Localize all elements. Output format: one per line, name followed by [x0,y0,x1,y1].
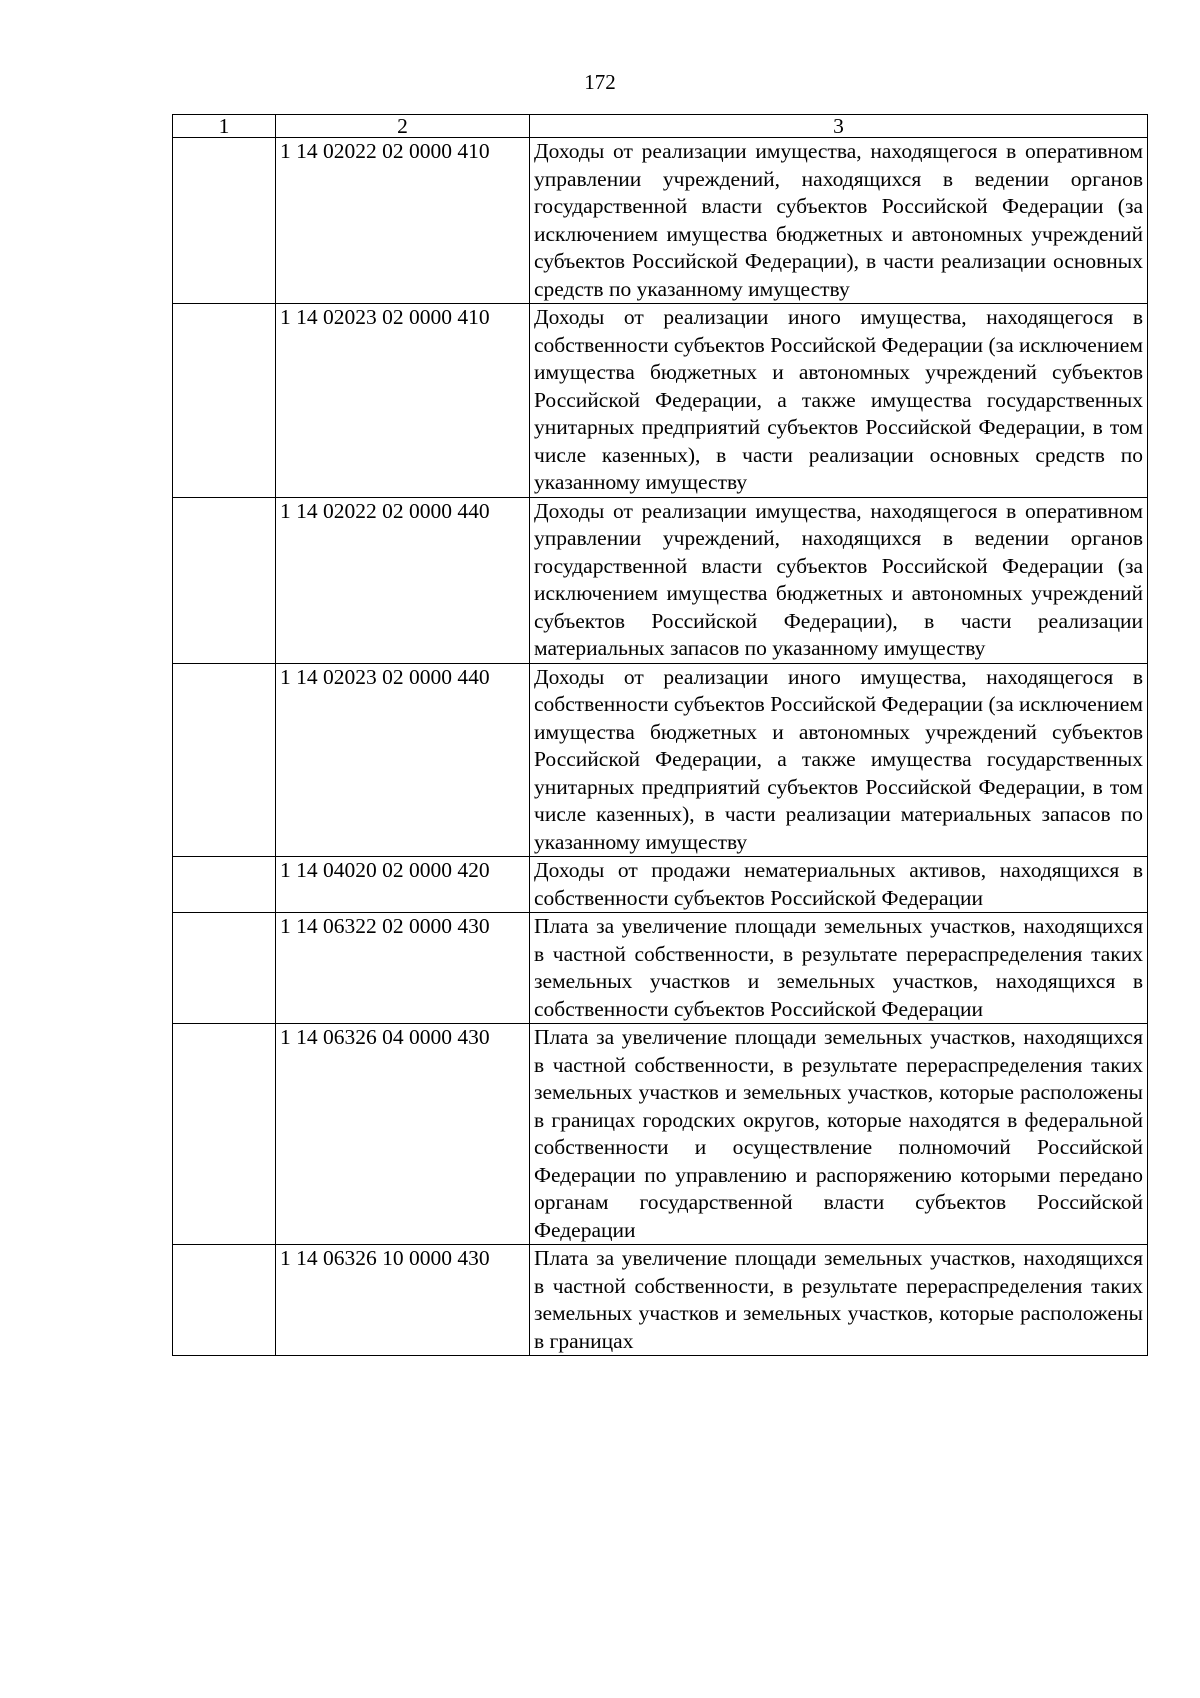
revenue-code-cell: 1 14 02022 02 0000 410 [276,138,530,304]
table-row [173,663,1148,857]
table-row [173,1245,1148,1356]
table-row [173,304,1148,498]
column-header-3: 3 [530,115,1148,138]
revenue-codes-table [172,114,1148,1356]
description-cell: Плата за увеличение площади земельных участков, находящихся в частной собственности, в результате перераспределения таких земельных участков и земельных участков, которые расположены в границах [530,1245,1148,1356]
revenue-code-cell: 1 14 04020 02 0000 420 [276,857,530,913]
description-cell: Доходы от реализации иного имущества, находящегося в собственности субъектов Российской Федерации (за исключением имущества бюджетных и автономных учреждений субъектов Российской Федерации, а также имущества государственных унитарных предприятий субъектов Российской Федерации, в том числе казенных), в части реализации основных средств по указанному имуществу [530,304,1148,498]
description-cell: Доходы от реализации имущества, находящегося в оперативном управлении учреждений, находящихся в ведении органов государственной власти субъектов Российской Федерации (за исключением имущества бюджетных и автономных учреждений субъектов Российской Федерации), в части реализации материальных запасов по указанному имуществу [530,497,1148,663]
row-col1-cell [173,1024,276,1245]
row-col1-cell [173,1245,276,1356]
page-number: 172 [584,70,616,94]
revenue-code-cell: 1 14 02022 02 0000 440 [276,497,530,663]
description-cell: Доходы от реализации иного имущества, находящегося в собственности субъектов Российской Федерации (за исключением имущества бюджетных и автономных учреждений субъектов Российской Федерации, а также имущества государственных унитарных предприятий субъектов Российской Федерации, в том числе казенных), в части реализации материальных запасов по указанному имуществу [530,663,1148,857]
revenue-code-cell: 1 14 02023 02 0000 410 [276,304,530,498]
revenue-code-cell: 1 14 02023 02 0000 440 [276,663,530,857]
row-col1-cell [173,913,276,1024]
revenue-code-cell: 1 14 06322 02 0000 430 [276,913,530,1024]
table-row [173,857,1148,913]
table-row [173,913,1148,1024]
description-cell: Плата за увеличение площади земельных участков, находящихся в частной собственности, в результате перераспределения таких земельных участков и земельных участков, которые расположены в границах городских округов, которые находятся в федеральной собственности и осуществление полномочий Российской Федерации по управлению и распоряжению которыми передано органам государственной власти субъектов Российской Федерации [530,1024,1148,1245]
table-header-row [173,115,1148,138]
row-col1-cell [173,304,276,498]
description-cell: Доходы от реализации имущества, находящегося в оперативном управлении учреждений, находящихся в ведении органов государственной власти субъектов Российской Федерации (за исключением имущества бюджетных и автономных учреждений субъектов Российской Федерации), в части реализации основных средств по указанному имуществу [530,138,1148,304]
table-row [173,1024,1148,1245]
row-col1-cell [173,497,276,663]
table-row [173,138,1148,304]
description-cell: Плата за увеличение площади земельных участков, находящихся в частной собственности, в результате перераспределения таких земельных участков и земельных участков, находящихся в собственности субъектов Российской Федерации [530,913,1148,1024]
column-header-1: 1 [173,115,276,138]
row-col1-cell [173,857,276,913]
row-col1-cell [173,138,276,304]
revenue-code-cell: 1 14 06326 10 0000 430 [276,1245,530,1356]
column-header-2: 2 [276,115,530,138]
revenue-code-cell: 1 14 06326 04 0000 430 [276,1024,530,1245]
table-row [173,497,1148,663]
row-col1-cell [173,663,276,857]
description-cell: Доходы от продажи нематериальных активов, находящихся в собственности субъектов Российской Федерации [530,857,1148,913]
